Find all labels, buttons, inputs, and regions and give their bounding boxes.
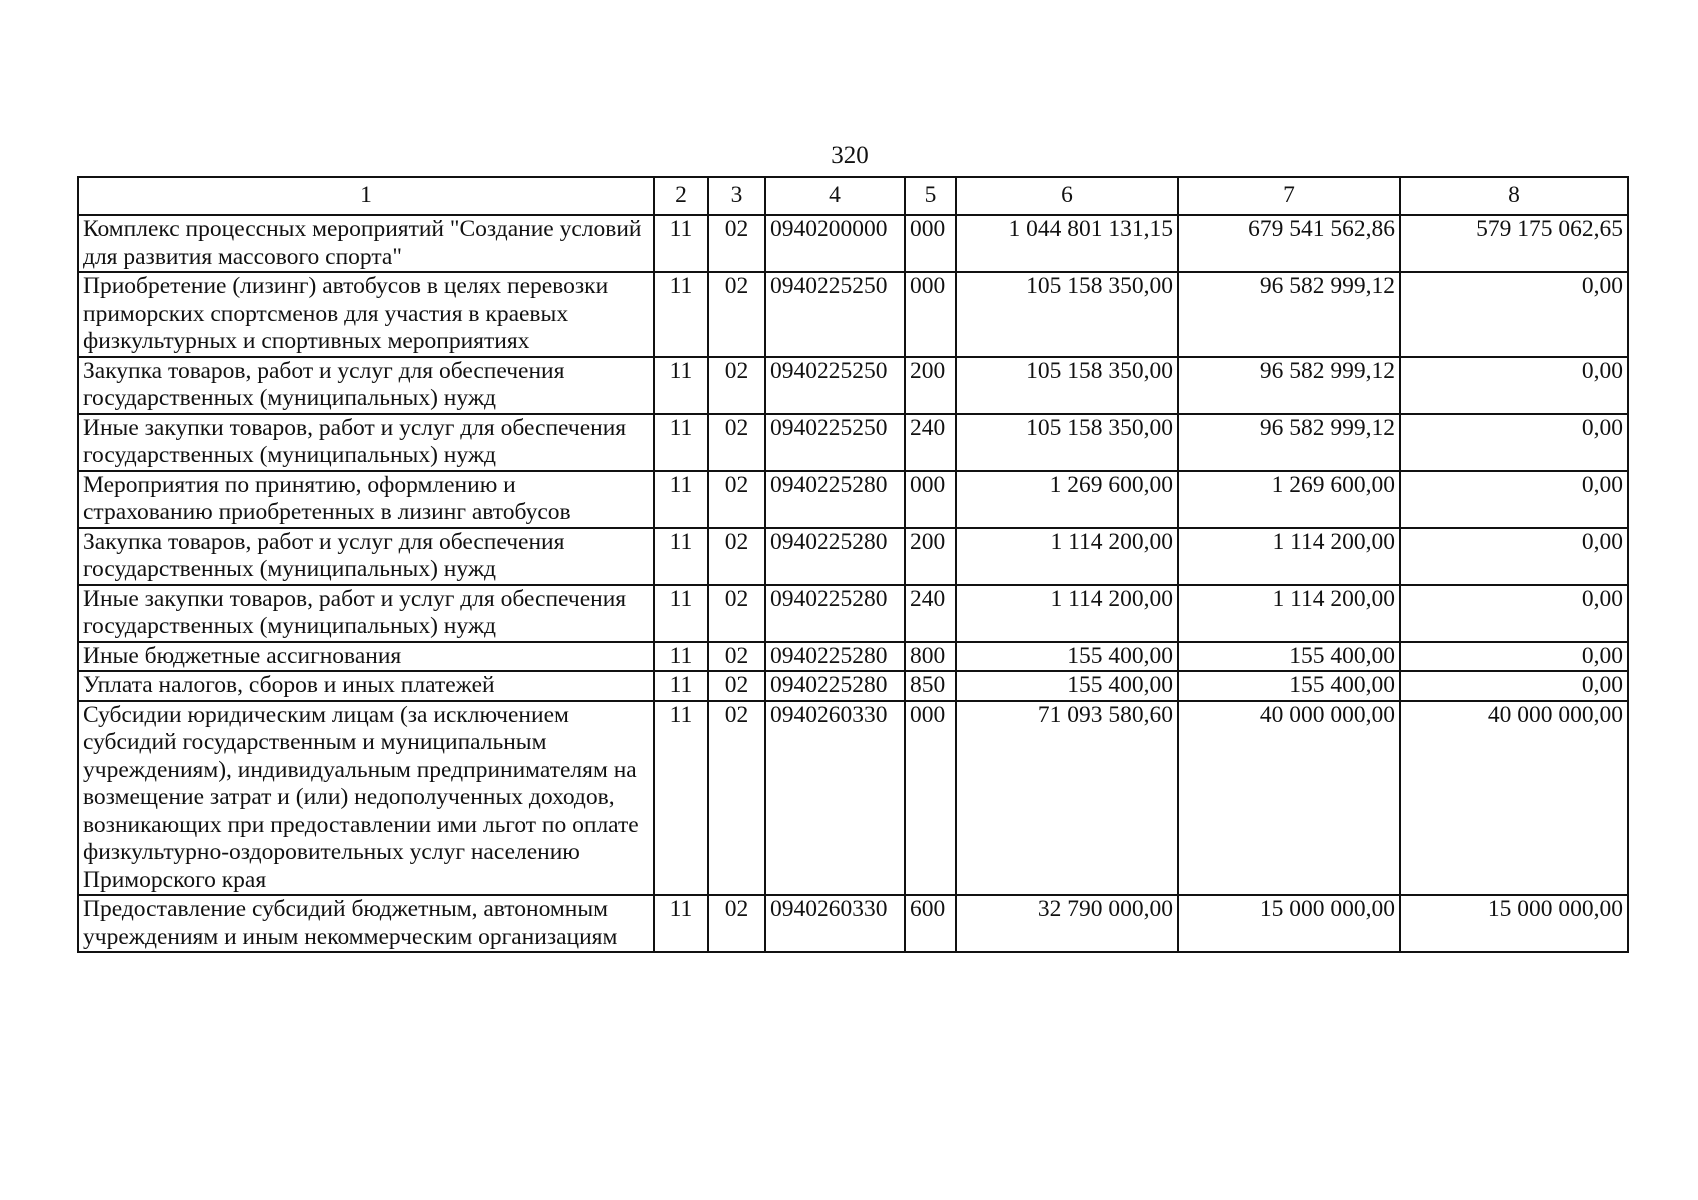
row-expense-type: 200	[905, 528, 956, 585]
row-subsection: 02	[708, 272, 765, 357]
row-expense-type: 800	[905, 642, 956, 672]
header-col-1: 1	[78, 177, 654, 215]
table-row	[78, 671, 1628, 701]
row-amount-7: 96 582 999,12	[1178, 272, 1400, 357]
page-number: 320	[831, 142, 869, 169]
header-col-8: 8	[1400, 177, 1628, 215]
row-amount-6: 105 158 350,00	[956, 357, 1178, 414]
row-amount-7: 96 582 999,12	[1178, 414, 1400, 471]
row-amount-8: 0,00	[1400, 414, 1628, 471]
row-section: 11	[654, 215, 708, 272]
table-row	[78, 701, 1628, 896]
row-amount-6: 32 790 000,00	[956, 895, 1178, 952]
row-amount-7: 1 114 200,00	[1178, 585, 1400, 642]
row-name: Иные бюджетные ассигнования	[78, 642, 654, 672]
table-row	[78, 585, 1628, 642]
row-subsection: 02	[708, 471, 765, 528]
row-amount-7: 96 582 999,12	[1178, 357, 1400, 414]
row-name: Уплата налогов, сборов и иных платежей	[78, 671, 654, 701]
row-section: 11	[654, 272, 708, 357]
row-subsection: 02	[708, 414, 765, 471]
table-row	[78, 414, 1628, 471]
table-row	[78, 528, 1628, 585]
row-subsection: 02	[708, 357, 765, 414]
row-amount-8: 0,00	[1400, 585, 1628, 642]
row-amount-6: 1 114 200,00	[956, 528, 1178, 585]
row-amount-6: 1 044 801 131,15	[956, 215, 1178, 272]
row-name: Иные закупки товаров, работ и услуг для обеспечения государственных (муниципальных) нужд	[78, 414, 654, 471]
row-subsection: 02	[708, 671, 765, 701]
row-target-article: 0940225250	[765, 357, 905, 414]
header-row	[78, 177, 1628, 215]
row-expense-type: 000	[905, 471, 956, 528]
row-amount-7: 679 541 562,86	[1178, 215, 1400, 272]
table-row	[78, 471, 1628, 528]
row-expense-type: 850	[905, 671, 956, 701]
row-subsection: 02	[708, 585, 765, 642]
row-amount-8: 40 000 000,00	[1400, 701, 1628, 896]
row-subsection: 02	[708, 528, 765, 585]
row-target-article: 0940260330	[765, 895, 905, 952]
row-expense-type: 240	[905, 414, 956, 471]
row-amount-6: 1 269 600,00	[956, 471, 1178, 528]
row-target-article: 0940225280	[765, 671, 905, 701]
table-row	[78, 895, 1628, 952]
row-section: 11	[654, 671, 708, 701]
row-amount-8: 0,00	[1400, 357, 1628, 414]
row-expense-type: 200	[905, 357, 956, 414]
row-expense-type: 000	[905, 701, 956, 896]
header-col-7: 7	[1178, 177, 1400, 215]
row-name: Предоставление субсидий бюджетным, автономным учреждениям и иным некоммерческим организациям	[78, 895, 654, 952]
row-amount-8: 0,00	[1400, 642, 1628, 672]
row-name: Закупка товаров, работ и услуг для обеспечения государственных (муниципальных) нужд	[78, 357, 654, 414]
row-section: 11	[654, 701, 708, 896]
row-section: 11	[654, 642, 708, 672]
row-amount-8: 0,00	[1400, 528, 1628, 585]
row-target-article: 0940225280	[765, 528, 905, 585]
header-col-3: 3	[708, 177, 765, 215]
row-subsection: 02	[708, 701, 765, 896]
row-amount-6: 155 400,00	[956, 671, 1178, 701]
row-amount-6: 1 114 200,00	[956, 585, 1178, 642]
header-col-6: 6	[956, 177, 1178, 215]
row-section: 11	[654, 414, 708, 471]
table-row	[78, 642, 1628, 672]
row-name: Иные закупки товаров, работ и услуг для обеспечения государственных (муниципальных) нужд	[78, 585, 654, 642]
row-section: 11	[654, 357, 708, 414]
row-section: 11	[654, 471, 708, 528]
budget-table	[77, 176, 1629, 953]
row-target-article: 0940225280	[765, 642, 905, 672]
row-amount-8: 579 175 062,65	[1400, 215, 1628, 272]
row-amount-8: 0,00	[1400, 272, 1628, 357]
row-name: Приобретение (лизинг) автобусов в целях перевозки приморских спортсменов для участия в краевых физкультурных и спортивных мероприятиях	[78, 272, 654, 357]
table-row	[78, 215, 1628, 272]
row-amount-6: 155 400,00	[956, 642, 1178, 672]
row-target-article: 0940225280	[765, 471, 905, 528]
row-amount-8: 0,00	[1400, 471, 1628, 528]
row-section: 11	[654, 528, 708, 585]
row-amount-8: 0,00	[1400, 671, 1628, 701]
header-col-2: 2	[654, 177, 708, 215]
row-expense-type: 600	[905, 895, 956, 952]
row-name: Мероприятия по принятию, оформлению и страхованию приобретенных в лизинг автобусов	[78, 471, 654, 528]
header-col-4: 4	[765, 177, 905, 215]
row-amount-7: 155 400,00	[1178, 671, 1400, 701]
row-amount-6: 71 093 580,60	[956, 701, 1178, 896]
row-expense-type: 000	[905, 272, 956, 357]
row-section: 11	[654, 895, 708, 952]
row-expense-type: 000	[905, 215, 956, 272]
row-amount-7: 155 400,00	[1178, 642, 1400, 672]
table-row	[78, 272, 1628, 357]
table-row	[78, 357, 1628, 414]
row-amount-6: 105 158 350,00	[956, 414, 1178, 471]
header-col-5: 5	[905, 177, 956, 215]
row-amount-7: 40 000 000,00	[1178, 701, 1400, 896]
row-name: Комплекс процессных мероприятий "Создание условий для развития массового спорта"	[78, 215, 654, 272]
row-amount-7: 1 269 600,00	[1178, 471, 1400, 528]
row-target-article: 0940225250	[765, 272, 905, 357]
row-amount-7: 1 114 200,00	[1178, 528, 1400, 585]
row-name: Закупка товаров, работ и услуг для обеспечения государственных (муниципальных) нужд	[78, 528, 654, 585]
row-target-article: 0940200000	[765, 215, 905, 272]
row-section: 11	[654, 585, 708, 642]
row-target-article: 0940225280	[765, 585, 905, 642]
table-body	[78, 215, 1628, 952]
row-target-article: 0940225250	[765, 414, 905, 471]
row-target-article: 0940260330	[765, 701, 905, 896]
row-expense-type: 240	[905, 585, 956, 642]
table-header	[78, 177, 1628, 215]
row-subsection: 02	[708, 215, 765, 272]
row-subsection: 02	[708, 642, 765, 672]
row-amount-8: 15 000 000,00	[1400, 895, 1628, 952]
row-amount-7: 15 000 000,00	[1178, 895, 1400, 952]
row-subsection: 02	[708, 895, 765, 952]
row-name: Субсидии юридическим лицам (за исключением субсидий государственным и муниципальным учреждениям), индивидуальным предпринимателям на возмещение затрат и (или) недополученных доходов, возникающих при предоставлении ими льгот по оплате физкультурно-оздоровительных услуг населению Приморского края	[78, 701, 654, 896]
row-amount-6: 105 158 350,00	[956, 272, 1178, 357]
